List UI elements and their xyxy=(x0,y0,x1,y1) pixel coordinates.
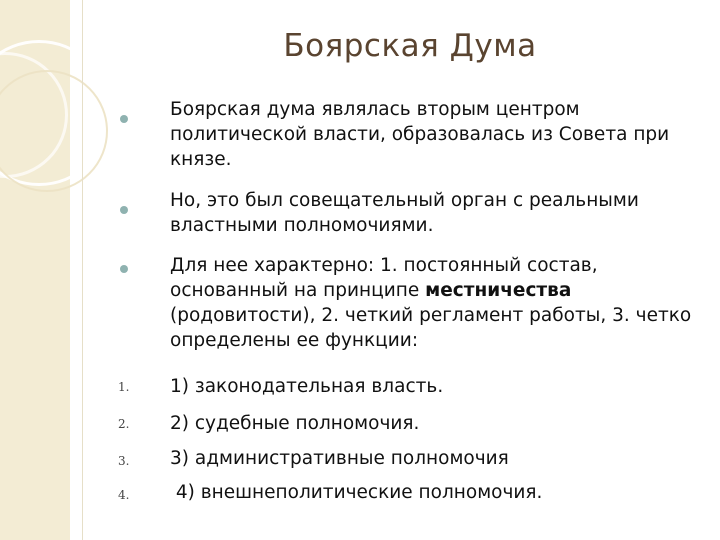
slide-title: Боярская Дума xyxy=(283,28,537,64)
bullet-item-3-text-end: (родовитости), 2. четкий регламент работы, 3. четко определены ее функции: xyxy=(170,305,692,351)
bullet-dot xyxy=(120,115,128,123)
numbered-item-4: 4) внешнеполитические полномочия. xyxy=(170,482,543,503)
numbered-item-3: 3) административные полномочия xyxy=(170,448,509,469)
bullet-item-3 xyxy=(170,253,700,353)
list-marker-3: 3. xyxy=(118,454,130,468)
bullet-dot xyxy=(120,265,128,273)
bullet-dot xyxy=(120,206,128,214)
sidebar-divider xyxy=(82,0,83,540)
list-marker-2: 2. xyxy=(118,417,130,431)
list-marker-1: 1. xyxy=(118,380,130,394)
bullet-item-2: Но, это был совещательный орган с реальными властными полномочиями. xyxy=(170,190,639,236)
bullet-item-3-bold: местничества xyxy=(425,280,572,301)
bullet-item-3-text: Для нее характерно: 1. постоянный состав, основанный на принципе xyxy=(170,255,598,301)
numbered-item-2: 2) судебные полномочия. xyxy=(170,413,420,434)
list-marker-4: 4. xyxy=(118,488,130,502)
bullet-item-1: Боярская дума являлась вторым центром политической власти, образовалась из Совета при князе. xyxy=(170,99,670,170)
decorative-sidebar xyxy=(0,0,70,540)
numbered-item-1: 1) законодательная власть. xyxy=(170,376,444,397)
